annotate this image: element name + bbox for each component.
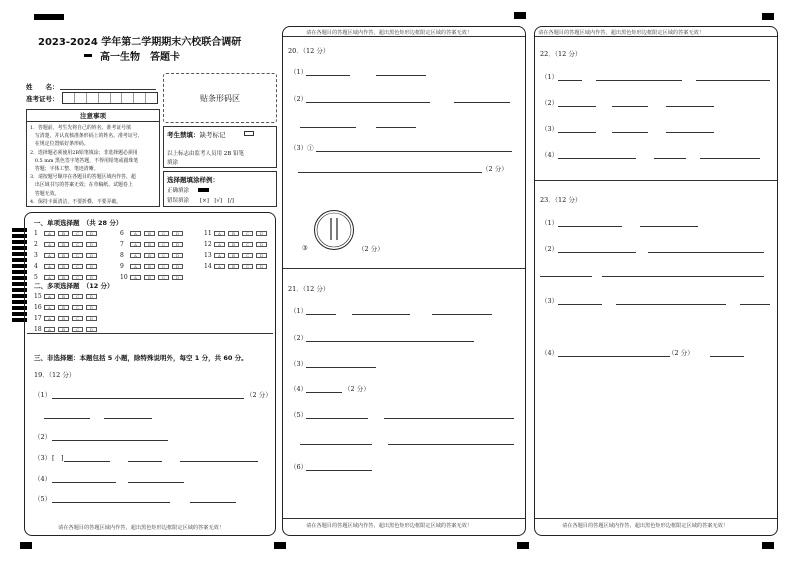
notice-item: 0.5 mm 黑色签字笔答题，不得用铅笔或圆珠笔 (30, 157, 139, 164)
choice-question-16 (34, 304, 100, 311)
option-bubble-C[interactable]: C (72, 264, 83, 269)
option-bubble-D[interactable]: D (86, 294, 97, 299)
exam-no-label: 准考证号： (26, 95, 59, 103)
q19-part1-score: （2 分） (246, 391, 272, 399)
q19-answer-line[interactable] (180, 461, 258, 462)
q21-answer-line[interactable] (388, 444, 514, 445)
q23-answer-line[interactable] (558, 226, 622, 227)
q21-answer-line[interactable] (352, 314, 410, 315)
option-bubble-D[interactable]: D (256, 231, 267, 236)
option-bubble-B[interactable]: B (58, 264, 69, 269)
footer-notice: 请在各题目的答题区域内作答，超出黑色矩形边框限定区域的答案无效！ (58, 525, 225, 531)
q23-part2: （2） (541, 245, 559, 253)
q19-answer-line[interactable] (52, 440, 168, 441)
q23-answer-line[interactable] (740, 304, 770, 305)
q21-part6: （6） (290, 463, 308, 471)
notices-list (27, 122, 159, 208)
option-bubble-D[interactable]: D (86, 231, 97, 236)
choice-question-18 (34, 326, 100, 333)
q21-part5: （5） (290, 411, 308, 419)
question-number: 9 (120, 263, 124, 270)
notice-item: 在规定位置贴好条形码。 (30, 141, 89, 148)
registration-mark (762, 13, 774, 20)
question-number: 11 (204, 230, 212, 237)
notice-item: 3．请按题号顺序在各题目的答题区域内作答，超 (30, 174, 136, 181)
card-subtitle: 高一生物 答题卡 (100, 52, 180, 63)
q20-answer-line[interactable] (316, 151, 512, 152)
option-bubble-C[interactable]: C (72, 242, 83, 247)
q20-heading: 20．（12 分） (288, 47, 330, 55)
q23-answer-line[interactable] (616, 304, 726, 305)
q21-part2: （2） (290, 334, 308, 342)
question-number: 7 (120, 241, 124, 248)
section1-title: 一、单项选择题 （共 28 分） (34, 219, 123, 227)
q21-answer-line[interactable] (306, 418, 368, 419)
registration-mark (20, 542, 32, 549)
option-bubble-B[interactable]: B (58, 275, 69, 280)
option-bubble-D[interactable]: D (172, 242, 183, 247)
option-bubble-D[interactable]: D (172, 275, 183, 280)
option-bubble-C[interactable]: C (158, 253, 169, 258)
notice-item: 答题无效。 (30, 190, 60, 197)
option-bubble-B[interactable]: B (58, 231, 69, 236)
option-bubble-A[interactable]: A (130, 231, 141, 236)
option-bubble-D[interactable]: D (172, 231, 183, 236)
option-bubble-A[interactable]: A (44, 231, 55, 236)
option-bubble-D[interactable]: D (256, 264, 267, 269)
q20-circle3: ③ (302, 244, 308, 252)
question-number: 12 (204, 241, 212, 248)
option-bubble-B[interactable]: B (144, 264, 155, 269)
q19-answer-line[interactable] (112, 502, 170, 503)
question-number: 18 (34, 326, 42, 333)
barcode-area (163, 73, 277, 123)
option-bubble-C[interactable]: C (72, 253, 83, 258)
question-number: 6 (120, 230, 124, 237)
fill-wrong-samples: [×] [√] [/] (200, 198, 234, 204)
choice-question-12 (204, 241, 270, 248)
header-notice: 请在各题目的答题区域内作答，超出黑色矩形边框限定区域的答案无效！ (538, 30, 705, 36)
option-bubble-B[interactable]: B (228, 253, 239, 258)
option-bubble-A[interactable]: A (44, 305, 55, 310)
q20-answer-line[interactable] (306, 102, 430, 103)
q22-answer-line[interactable] (596, 80, 682, 81)
choice-question-2 (34, 241, 100, 248)
q23-part3: （3） (541, 297, 559, 305)
fill-example-title: 选择题填涂样例： (167, 176, 219, 184)
q21-answer-line[interactable] (300, 444, 372, 445)
question-number: 16 (34, 304, 42, 311)
option-bubble-C[interactable]: C (158, 242, 169, 247)
q21-heading: 21．（12 分） (288, 285, 330, 293)
choice-question-17 (34, 315, 100, 322)
header-notice: 请在各题目的答题区域内作答，超出黑色矩形边框限定区域的答案无效！ (306, 30, 473, 36)
name-field[interactable] (60, 89, 156, 90)
option-bubble-A[interactable]: A (130, 275, 141, 280)
option-bubble-A[interactable]: A (44, 316, 55, 321)
option-bubble-A[interactable]: A (214, 264, 225, 269)
q22-answer-line[interactable] (558, 80, 582, 81)
choice-question-7 (120, 241, 186, 248)
answer-panel-3 (534, 26, 778, 536)
absence-mark-box[interactable] (244, 131, 254, 136)
fill-correct-label: 正确填涂 (167, 188, 190, 194)
q20-part3: （3）① (290, 144, 314, 152)
option-bubble-A[interactable]: A (214, 242, 225, 247)
q21-part4: （4） (290, 385, 308, 393)
question-number: 1 (34, 230, 38, 237)
option-bubble-C[interactable]: C (242, 264, 253, 269)
q19-answer-line[interactable] (104, 418, 152, 419)
option-bubble-C[interactable]: C (158, 264, 169, 269)
option-bubble-B[interactable]: B (144, 275, 155, 280)
registration-mark (514, 12, 526, 19)
q20-answer-line[interactable] (306, 75, 350, 76)
footer-notice: 请在各题目的答题区域内作答，超出黑色矩形边框限定区域的答案无效！ (306, 523, 473, 529)
notice-item: 出区域书写的答案无效；在草稿纸、试题卷上 (30, 182, 133, 189)
option-bubble-C[interactable]: C (72, 305, 83, 310)
option-bubble-B[interactable]: B (58, 294, 69, 299)
option-bubble-A[interactable]: A (44, 253, 55, 258)
option-bubble-D[interactable]: D (256, 253, 267, 258)
q19-answer-line[interactable] (52, 482, 116, 483)
question-divider (283, 268, 525, 269)
q22-part2: （2） (541, 99, 559, 107)
option-bubble-A[interactable]: A (130, 242, 141, 247)
q22-answer-line[interactable] (558, 106, 596, 107)
choice-question-3 (34, 252, 100, 259)
q23-answer-line[interactable] (558, 304, 602, 305)
option-bubble-A[interactable]: A (44, 275, 55, 280)
q22-answer-line[interactable] (666, 132, 714, 133)
choice-question-15 (34, 293, 100, 300)
option-bubble-A[interactable]: A (130, 253, 141, 258)
q22-answer-line[interactable] (558, 158, 636, 159)
option-bubble-B[interactable]: B (228, 264, 239, 269)
panel-divider (535, 518, 777, 519)
question-number: 14 (204, 263, 212, 270)
option-bubble-B[interactable]: B (228, 231, 239, 236)
question-number: 8 (120, 252, 124, 259)
q19-answer-line[interactable] (52, 398, 244, 399)
q22-answer-line[interactable] (700, 158, 760, 159)
q19-part4: （4） (34, 475, 52, 483)
q23-answer-line[interactable] (640, 226, 698, 227)
q22-answer-line[interactable] (696, 80, 770, 81)
q20-part1: （1） (290, 68, 308, 76)
absence-label: 考生禁填： (167, 131, 200, 139)
q20-part2: （2） (290, 95, 308, 103)
q19-answer-line[interactable] (44, 418, 90, 419)
choice-question-5 (34, 274, 100, 281)
q20-answer-line[interactable] (376, 75, 426, 76)
q22-answer-line[interactable] (666, 106, 714, 107)
option-bubble-B[interactable]: B (58, 316, 69, 321)
q19-part5: （5） (34, 495, 52, 503)
fill-example-box (163, 171, 277, 207)
notice-item: 2．选择题必须使用2B铅笔填涂；非选择题必须用 (30, 149, 138, 156)
barcode-area-label: 贴条形码区 (200, 93, 240, 103)
option-bubble-D[interactable]: D (86, 305, 97, 310)
q22-heading: 22．（12 分） (540, 50, 582, 58)
option-bubble-A[interactable]: A (44, 242, 55, 247)
choice-question-11 (204, 230, 270, 237)
cell-diagram (313, 209, 355, 251)
q19-heading: 19．（12 分） (34, 371, 76, 379)
q20-answer-line[interactable] (300, 127, 356, 128)
fill-correct-sample (198, 188, 209, 192)
option-bubble-D[interactable]: D (86, 327, 97, 332)
question-number: 4 (34, 263, 38, 270)
q20-circle3-score: （2 分） (358, 245, 384, 253)
q21-answer-line[interactable] (306, 392, 342, 393)
choice-question-10 (120, 274, 186, 281)
question-number: 17 (34, 315, 42, 322)
choice-question-4 (34, 263, 100, 270)
option-bubble-A[interactable]: A (44, 294, 55, 299)
option-bubble-B[interactable]: B (58, 253, 69, 258)
q23-part1: （1） (541, 219, 559, 227)
option-bubble-D[interactable]: D (86, 316, 97, 321)
option-bubble-B[interactable]: B (228, 242, 239, 247)
q22-part3: （3） (541, 125, 559, 133)
q19-answer-line[interactable] (128, 461, 162, 462)
question-number: 15 (34, 293, 42, 300)
q21-part1: （1） (290, 307, 308, 315)
q19-answer-line[interactable] (64, 461, 110, 462)
q23-heading: 23．（12 分） (540, 196, 582, 204)
registration-mark (762, 542, 774, 549)
registration-mark (34, 14, 64, 20)
section3-title: 三、非选择题：本题包括 5 小题，除特殊说明外，每空 1 分，共 60 分。 (34, 354, 248, 362)
q21-part3: （3） (290, 360, 308, 368)
q23-answer-line[interactable] (540, 276, 592, 277)
q23-answer-line[interactable] (558, 356, 670, 357)
absence-note-2: 填涂 (167, 160, 179, 166)
q21-answer-line[interactable] (306, 367, 376, 368)
q19-part2: （2） (34, 433, 52, 441)
option-bubble-C[interactable]: C (72, 316, 83, 321)
q21-answer-line[interactable] (384, 418, 514, 419)
option-bubble-C[interactable]: C (72, 231, 83, 236)
q19-answer-line[interactable] (190, 502, 236, 503)
absence-text: 缺考标记 (199, 131, 226, 139)
option-bubble-B[interactable]: B (144, 231, 155, 236)
q22-answer-line[interactable] (558, 132, 596, 133)
option-bubble-A[interactable]: A (44, 264, 55, 269)
question-number: 5 (34, 274, 38, 281)
choice-question-13 (204, 252, 270, 259)
name-label: 姓 名： (26, 83, 59, 91)
q19-part3-bracket: [ ] (52, 454, 64, 462)
q21-answer-line[interactable] (306, 314, 336, 315)
q22-answer-line[interactable] (612, 106, 648, 107)
question-divider (535, 180, 777, 181)
notice-item: 写清楚，并认真核准条形码上的姓名、准考证号， (30, 133, 143, 140)
q22-answer-line[interactable] (654, 158, 686, 159)
choice-question-9 (120, 263, 186, 270)
q19-answer-line[interactable] (128, 482, 184, 483)
choice-question-8 (120, 252, 186, 259)
choice-question-14 (204, 263, 270, 270)
subtitle-mark (84, 54, 92, 57)
choice-question-6 (120, 230, 186, 237)
option-bubble-C[interactable]: C (158, 275, 169, 280)
fill-wrong-label: 错误填涂 (167, 198, 190, 204)
exam-no-boxes[interactable] (62, 92, 158, 104)
q21-answer-line[interactable] (432, 314, 492, 315)
option-bubble-B[interactable]: B (144, 242, 155, 247)
option-bubble-D[interactable]: D (86, 242, 97, 247)
option-bubble-C[interactable]: C (242, 253, 253, 258)
option-bubble-C[interactable]: C (158, 231, 169, 236)
exam-title: 2023-2024 学年第二学期期末六校联合调研 (38, 37, 242, 48)
q23-part4-score: （2 分） (668, 349, 694, 357)
panel-divider (283, 36, 525, 37)
notice-item: 1．答题前，考生先将自己的姓名、准考证号填 (30, 125, 131, 131)
panel-divider (535, 36, 777, 37)
option-bubble-D[interactable]: D (86, 253, 97, 258)
q19-part1: （1） (34, 391, 52, 399)
option-bubble-A[interactable]: A (130, 264, 141, 269)
option-bubble-B[interactable]: B (58, 242, 69, 247)
question-number: 2 (34, 241, 38, 248)
option-bubble-C[interactable]: C (72, 275, 83, 280)
notice-item: 4．保持卡面清洁，不要折叠、不要弄破。 (30, 198, 122, 205)
q23-answer-line[interactable] (602, 276, 764, 277)
q21-answer-line[interactable] (306, 470, 372, 471)
section2-title: 二、多项选择题 （12 分） (34, 282, 114, 290)
option-bubble-C[interactable]: C (242, 231, 253, 236)
choice-question-1 (34, 230, 100, 237)
option-bubble-A[interactable]: A (214, 253, 225, 258)
option-bubble-B[interactable]: B (58, 327, 69, 332)
option-bubble-B[interactable]: B (144, 253, 155, 258)
q21-answer-line[interactable] (306, 341, 474, 342)
q22-answer-line[interactable] (612, 132, 648, 133)
q22-part1: （1） (541, 73, 559, 81)
notices-title: 注意事项 (27, 110, 159, 122)
question-number: 3 (34, 252, 38, 259)
question-number: 13 (204, 252, 212, 259)
option-bubble-C[interactable]: C (242, 242, 253, 247)
absence-note-1: 以上标志由监考人员用 2B 铅笔 (167, 151, 245, 157)
q20-part3-score: （2 分） (482, 165, 508, 173)
q19-answer-line[interactable] (52, 502, 116, 503)
option-bubble-D[interactable]: D (256, 242, 267, 247)
registration-mark (274, 542, 286, 549)
option-bubble-D[interactable]: D (86, 275, 97, 280)
q20-answer-line[interactable] (376, 127, 416, 128)
q19-part3: （3） (34, 454, 52, 462)
notice-item: 答题；字体工整、笔迹清晰。 (30, 166, 99, 173)
registration-mark (517, 542, 529, 549)
option-bubble-A[interactable]: A (44, 327, 55, 332)
q23-answer-line[interactable] (558, 252, 636, 253)
option-bubble-A[interactable]: A (214, 231, 225, 236)
q21-part4-score: （2 分） (344, 385, 370, 393)
q23-answer-line[interactable] (710, 356, 744, 357)
q23-part4: （4） (541, 349, 559, 357)
notices-box (26, 109, 160, 207)
option-bubble-D[interactable]: D (86, 264, 97, 269)
absence-box (163, 126, 277, 168)
q20-answer-line[interactable] (298, 172, 482, 173)
footer-notice: 请在各题目的答题区域内作答，超出黑色矩形边框限定区域的答案无效！ (562, 523, 729, 529)
option-bubble-D[interactable]: D (172, 264, 183, 269)
q23-answer-line[interactable] (648, 252, 764, 253)
option-bubble-D[interactable]: D (172, 253, 183, 258)
option-bubble-C[interactable]: C (72, 327, 83, 332)
question-number: 10 (120, 274, 128, 281)
panel-divider (283, 518, 525, 519)
q22-part4: （4） (541, 151, 559, 159)
option-bubble-C[interactable]: C (72, 294, 83, 299)
q20-answer-line[interactable] (454, 102, 510, 103)
option-bubble-B[interactable]: B (58, 305, 69, 310)
